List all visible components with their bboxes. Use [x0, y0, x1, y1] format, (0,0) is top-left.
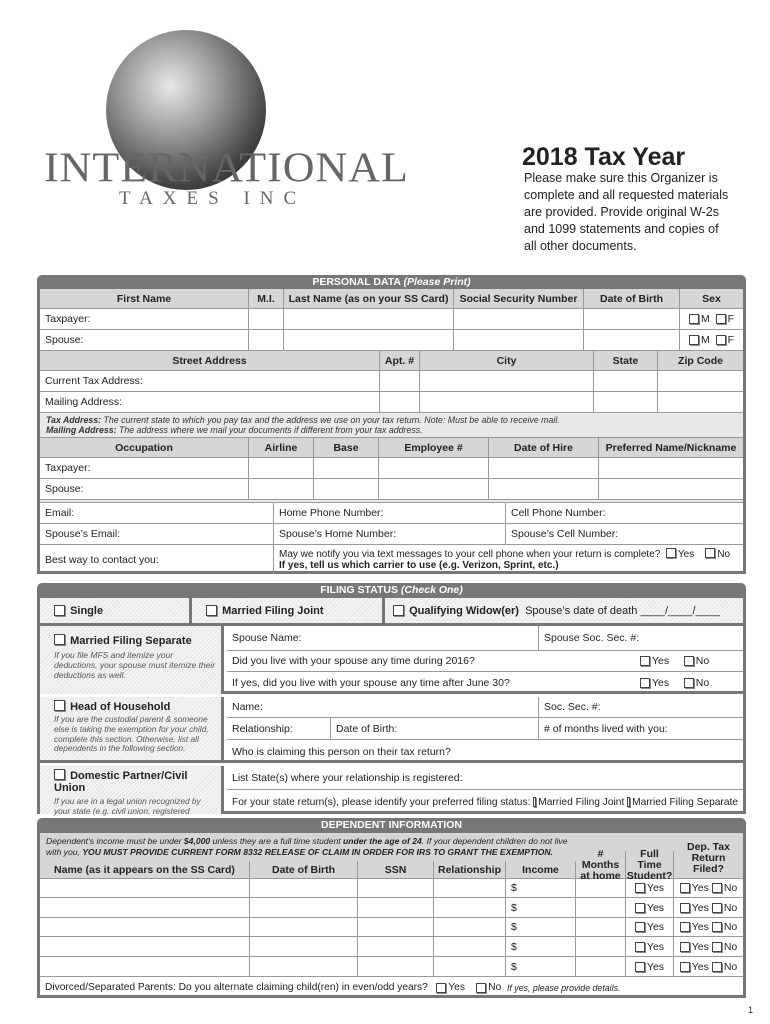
dep-tax-return-field[interactable]: [674, 879, 743, 897]
mailing-address-row[interactable]: [40, 392, 743, 413]
page-number: 1: [748, 1005, 754, 1015]
dep-dob-field[interactable]: [250, 957, 358, 976]
employee-field[interactable]: [379, 458, 489, 478]
dep-student-field[interactable]: [626, 937, 674, 956]
dp-pref-row[interactable]: [227, 790, 743, 814]
no-label: No: [488, 982, 502, 993]
col-last-name: Last Name (as on your SS Card): [284, 289, 454, 308]
col-apt: Apt. #: [380, 351, 420, 370]
spouse-home-phone-field[interactable]: Spouse’s Home Number:: [274, 524, 506, 544]
col-occupation: Occupation: [40, 438, 249, 457]
live-2016-answers[interactable]: Yes No: [635, 651, 743, 671]
checkbox-icon[interactable]: [705, 548, 715, 558]
checkbox-icon[interactable]: [684, 678, 694, 688]
mailing-address-label: Mailing Address:: [40, 392, 380, 412]
dep-ssn-field[interactable]: [358, 879, 434, 897]
dep-name-field[interactable]: [40, 898, 250, 917]
checkbox-icon[interactable]: [666, 548, 676, 558]
dependent-row[interactable]: [40, 879, 743, 898]
checkbox-icon[interactable]: [712, 903, 722, 913]
dp-pref-question: For your state return(s), please identify your preferred filing status:: [232, 796, 531, 808]
spouse-mi-field[interactable]: [249, 330, 284, 350]
col-sex: Sex: [680, 289, 743, 308]
tax-address-note: Tax Address: The current state to which you pay tax and the address we use on your tax return. Note: Must be able to receive mail.: [46, 415, 560, 425]
checkbox-icon[interactable]: [533, 797, 536, 807]
yes-label: Yes: [691, 882, 709, 894]
text-notify-cell: [274, 545, 743, 574]
taxpayer-last-name-field[interactable]: [284, 309, 454, 329]
pref-mfs-label: Married Filing Separate: [632, 796, 738, 808]
qw-option[interactable]: Qualifying Widow(er) Spouse’s date of death ____/____/____: [385, 598, 743, 623]
divorced-question: Divorced/Separated Parents: Do you alternate claiming child(ren) in even/odd years?: [45, 982, 428, 993]
yes-label: Yes: [448, 982, 465, 993]
intro-text: Please make sure this Organizer is complete and all requested materials are provided. Provide original W-2s and 1099 statements and copies of all other documents.: [524, 171, 729, 253]
dollar-sign: $: [511, 921, 517, 933]
yes-label: Yes: [646, 960, 665, 973]
dependents-header: [40, 833, 743, 882]
hoh-claiming-row[interactable]: [227, 740, 743, 763]
airline-field[interactable]: [249, 479, 314, 499]
checkbox-icon[interactable]: [635, 922, 645, 932]
address-notes: [40, 413, 743, 438]
hoh-name-row[interactable]: [227, 697, 743, 718]
yes-label: Yes: [646, 901, 665, 914]
dep-income-field[interactable]: [506, 957, 576, 976]
dp-states-field[interactable]: List State(s) where your relationship is registered:: [232, 771, 463, 784]
dep-months-field[interactable]: [576, 957, 626, 976]
dollar-sign: $: [511, 901, 517, 914]
mfs-spouse-name-field[interactable]: Spouse Name:: [227, 626, 539, 650]
col-date-of-hire: Date of Hire: [489, 438, 599, 457]
dep-ssn-field[interactable]: [358, 898, 434, 917]
checkbox-icon[interactable]: [712, 962, 722, 972]
dependent-row[interactable]: [40, 918, 743, 937]
col-ssn: Social Security Number: [454, 289, 584, 308]
sex-m-label: M: [700, 313, 710, 325]
brand-subtitle: TAXES INC: [119, 188, 307, 209]
state-field[interactable]: [594, 371, 658, 391]
spouse-dob-field[interactable]: [584, 330, 680, 350]
dep-dob-field[interactable]: [250, 898, 358, 917]
yes-label: Yes: [677, 549, 695, 560]
dep-relationship-field[interactable]: [434, 918, 506, 936]
dep-name-field[interactable]: [40, 879, 250, 897]
dep-months-field[interactable]: [576, 879, 626, 897]
dep-income-field[interactable]: [506, 918, 576, 936]
col-dep-tax-return: Dep. Tax Return Filed?: [687, 840, 730, 875]
no-label: No: [717, 549, 731, 560]
no-label: No: [723, 960, 738, 973]
checkbox-icon[interactable]: [689, 314, 699, 324]
spouse-contact-row[interactable]: [40, 524, 743, 545]
address-header-row: [40, 351, 743, 371]
live-june-answers[interactable]: Yes No: [635, 672, 743, 694]
hoh-option[interactable]: Head of Household: [54, 700, 170, 713]
text-notify-question: May we notify you via text messages to your cell phone when your return is complete?: [279, 549, 661, 560]
dep-months-field[interactable]: [576, 937, 626, 956]
checkbox-icon[interactable]: [627, 797, 630, 807]
col-dep-dob: Date of Birth: [250, 861, 358, 879]
apt-field[interactable]: [380, 371, 420, 391]
checkbox-icon[interactable]: [712, 922, 722, 932]
mfj-option[interactable]: Married Filing Joint: [192, 598, 385, 623]
spouse-last-name-field[interactable]: [284, 330, 454, 350]
no-label: No: [723, 882, 738, 894]
hoh-ssn-field[interactable]: Soc. Sec. #:: [544, 701, 601, 713]
dep-dob-field[interactable]: [250, 918, 358, 936]
checkbox-icon[interactable]: [635, 942, 645, 952]
email-row[interactable]: [40, 503, 743, 524]
dep-name-field[interactable]: [40, 957, 250, 976]
dp-note: If you are in a legal union recognized by your state (e.g. civil union, registered: [54, 796, 201, 816]
dep-tax-return-field[interactable]: [674, 918, 743, 936]
mfs-spouse-ssn-field[interactable]: Spouse Soc. Sec. #:: [544, 632, 640, 644]
checkbox-icon[interactable]: [54, 769, 65, 780]
col-street: Street Address: [40, 351, 380, 370]
contact-pref-row[interactable]: [40, 545, 743, 574]
pref-mfj-label: Married Filing Joint: [538, 796, 625, 808]
dep-income-field[interactable]: [506, 898, 576, 917]
col-dep-student: Full Time Student?: [626, 847, 673, 882]
checkbox-icon[interactable]: [476, 983, 486, 993]
dep-income-field[interactable]: [506, 879, 576, 897]
qw-death-date[interactable]: Spouse’s date of death ____/____/____: [525, 604, 721, 617]
occupation-spouse-row[interactable]: [40, 479, 743, 500]
taxpayer-dob-field[interactable]: [584, 309, 680, 329]
single-option[interactable]: Single: [40, 598, 192, 623]
col-dep-months: # Months at home: [576, 851, 626, 879]
personal-section-title: PERSONAL DATA (Please Print): [37, 275, 746, 289]
best-way-field[interactable]: Best way to contact you:: [40, 545, 274, 574]
spouse-label: Spouse:: [40, 330, 249, 350]
dep-ssn-field[interactable]: [358, 957, 434, 976]
dep-tax-return-field[interactable]: [674, 898, 743, 917]
hoh-label-cell: [40, 697, 224, 760]
no-label: No: [723, 940, 738, 953]
hoh-months-field[interactable]: # of months lived with you:: [544, 722, 668, 735]
dependent-row[interactable]: [40, 898, 743, 918]
live-june-question: If yes, did you live with your spouse any time after June 30?: [232, 677, 510, 689]
dep-relationship-field[interactable]: [434, 937, 506, 956]
spouse-sex-field[interactable]: [680, 330, 743, 350]
spouse-email-field[interactable]: Spouse’s Email:: [40, 524, 274, 544]
checkbox-icon[interactable]: [640, 678, 650, 688]
dep-ssn-field[interactable]: [358, 937, 434, 956]
dep-student-field[interactable]: [626, 898, 674, 917]
dep-student-field[interactable]: [626, 957, 674, 976]
date-of-hire-field[interactable]: [489, 458, 599, 478]
spouse-cell-phone-field[interactable]: Spouse’s Cell Number:: [511, 528, 619, 540]
employee-field[interactable]: [379, 479, 489, 499]
col-mi: M.I.: [249, 289, 284, 308]
spouse-name-row[interactable]: [227, 626, 743, 651]
checkbox-icon[interactable]: [680, 883, 690, 893]
dollar-sign: $: [511, 960, 517, 973]
taxpayer-label: Taxpayer:: [40, 309, 249, 329]
dep-name-field[interactable]: [40, 937, 250, 956]
yes-label: Yes: [646, 921, 665, 933]
live-2016-row[interactable]: [227, 651, 743, 672]
checkbox-icon[interactable]: [689, 335, 699, 345]
yes-label: Yes: [646, 940, 665, 953]
checkbox-icon[interactable]: [640, 656, 650, 666]
col-airline: Airline: [249, 438, 314, 457]
dp-option[interactable]: Domestic Partner/Civil Union: [54, 770, 188, 794]
dependents-section-title: DEPENDENT INFORMATION: [37, 818, 746, 833]
zip-field[interactable]: [658, 371, 743, 391]
sex-m-label: M: [700, 334, 710, 346]
apt-field[interactable]: [380, 392, 420, 412]
occ-taxpayer-label: Taxpayer:: [40, 458, 249, 478]
checkbox-icon[interactable]: [716, 314, 726, 324]
dep-ssn-field[interactable]: [358, 918, 434, 936]
checkbox-icon[interactable]: [680, 922, 690, 932]
dep-relationship-field[interactable]: [434, 957, 506, 976]
checkbox-icon[interactable]: [635, 883, 645, 893]
dep-student-field[interactable]: [626, 918, 674, 936]
mfs-label-cell: [40, 626, 224, 694]
dp-states-row[interactable]: [227, 766, 743, 790]
dp-pref-cell: [227, 790, 743, 814]
checkbox-icon[interactable]: [680, 962, 690, 972]
mfs-option[interactable]: Married Filing Separate: [54, 634, 192, 647]
taxpayer-sex-field[interactable]: [680, 309, 743, 329]
col-first-name: First Name: [40, 289, 249, 308]
checkbox-icon[interactable]: [54, 605, 65, 616]
checkbox-icon[interactable]: [680, 903, 690, 913]
filing-options-row[interactable]: [40, 598, 743, 626]
checkbox-icon[interactable]: [716, 335, 726, 345]
filing-section-title: FILING STATUS (Check One): [37, 583, 746, 598]
col-state: State: [594, 351, 658, 370]
dep-tax-return-field[interactable]: [674, 957, 743, 976]
col-dep-income: Income: [506, 861, 576, 879]
page-title: 2018 Tax Year: [522, 143, 686, 171]
hoh-relationship-field[interactable]: Relationship:: [227, 718, 331, 739]
checkbox-icon[interactable]: [635, 962, 645, 972]
base-field[interactable]: [314, 479, 379, 499]
city-field[interactable]: [420, 371, 594, 391]
checkbox-icon[interactable]: [206, 605, 217, 616]
col-dep-relationship: Relationship: [434, 861, 506, 879]
zip-field[interactable]: [658, 392, 743, 412]
divorced-note: If yes, please provide details.: [506, 982, 621, 993]
dep-dob-field[interactable]: [250, 937, 358, 956]
dollar-sign: $: [511, 940, 517, 953]
base-field[interactable]: [314, 458, 379, 478]
yes-label: Yes: [691, 901, 709, 914]
sex-f-label: F: [727, 313, 734, 325]
dollar-sign: $: [511, 882, 517, 894]
occupation-header-row: [40, 438, 743, 458]
taxpayer-ssn-field[interactable]: [454, 309, 584, 329]
dep-name-field[interactable]: [40, 918, 250, 936]
dependent-row[interactable]: [40, 937, 743, 957]
dependents-note: Dependent’s income must be under $4,000 unless they are a full time student under the age of 24. If your dependent children do not live with you, YOU MUST PROVIDE CURRENT FORM 8332 RELEASE OF CLAIM IN ORDER FOR IRS TO GRANT THE EXEMPTION.: [46, 836, 568, 857]
brand-name: INTERNATIONAL: [44, 144, 409, 191]
cell-phone-field[interactable]: Cell Phone Number:: [511, 507, 606, 519]
taxpayer-mi-field[interactable]: [249, 309, 284, 329]
date-of-hire-field[interactable]: [489, 479, 599, 499]
dep-income-field[interactable]: [506, 937, 576, 956]
airline-field[interactable]: [249, 458, 314, 478]
spouse-row[interactable]: [40, 330, 743, 351]
home-phone-field[interactable]: Home Phone Number:: [274, 503, 506, 523]
dep-relationship-field[interactable]: [434, 879, 506, 897]
dep-months-field[interactable]: [576, 918, 626, 936]
hoh-dob-field[interactable]: Date of Birth:: [331, 718, 539, 739]
col-city: City: [420, 351, 594, 370]
col-employee: Employee #: [379, 438, 489, 457]
spouse-ssn-field[interactable]: [454, 330, 584, 350]
current-address-label: Current Tax Address:: [40, 371, 380, 391]
col-preferred-name: Preferred Name/Nickname: [599, 438, 743, 457]
checkbox-icon[interactable]: [393, 605, 404, 616]
state-field[interactable]: [594, 392, 658, 412]
hoh-name-field[interactable]: Name:: [227, 697, 539, 717]
sex-f-label: F: [727, 334, 734, 346]
taxpayer-row[interactable]: [40, 309, 743, 330]
checkbox-icon[interactable]: [712, 942, 722, 952]
dep-months-field[interactable]: [576, 898, 626, 917]
dep-relationship-field[interactable]: [434, 898, 506, 917]
col-zip: Zip Code: [658, 351, 743, 370]
checkbox-icon[interactable]: [680, 942, 690, 952]
col-dob: Date of Birth: [584, 289, 680, 308]
current-address-row[interactable]: [40, 371, 743, 392]
city-field[interactable]: [420, 392, 594, 412]
col-base: Base: [314, 438, 379, 457]
checkbox-icon[interactable]: [712, 883, 722, 893]
col-dep-ssn: SSN: [358, 861, 434, 879]
dependent-row[interactable]: [40, 957, 743, 977]
live-2016-question: Did you live with your spouse any time during 2016?: [232, 655, 475, 667]
company-logo: [44, 30, 409, 210]
checkbox-icon[interactable]: [54, 634, 65, 645]
dep-student-field[interactable]: [626, 879, 674, 897]
occ-spouse-label: Spouse:: [40, 479, 249, 499]
personal-header-row: [40, 289, 743, 309]
email-field[interactable]: Email:: [40, 503, 274, 523]
mailing-address-note: Mailing Address: The address where we mail your documents if different from your tax address.: [46, 425, 423, 435]
live-june-row[interactable]: [227, 672, 743, 694]
yes-label: Yes: [691, 921, 709, 933]
dep-dob-field[interactable]: [250, 879, 358, 897]
yes-label: Yes: [691, 940, 709, 953]
checkbox-icon[interactable]: [684, 656, 694, 666]
col-dep-name: Name (as it appears on the SS Card): [40, 861, 250, 879]
dp-label-cell: [40, 766, 224, 814]
checkbox-icon[interactable]: [635, 903, 645, 913]
hoh-claiming-field[interactable]: Who is claiming this person on their tax return?: [232, 745, 451, 758]
yes-label: Yes: [646, 882, 665, 894]
occupation-taxpayer-row[interactable]: [40, 458, 743, 479]
no-label: No: [723, 921, 738, 933]
no-label: No: [723, 901, 738, 914]
checkbox-icon[interactable]: [436, 983, 446, 993]
hoh-note: If you are the custodial parent & someone else is taking the exemption for your child, complete this section. Otherwise, list all dependents in the following section.: [54, 714, 209, 754]
preferred-name-field[interactable]: [599, 458, 743, 478]
dep-tax-return-field[interactable]: [674, 937, 743, 956]
mfs-note: If you file MFS and itemize your deductions, your spouse must itemize their deductions as well.: [54, 650, 216, 680]
carrier-question: If yes, tell us which carrier to use (e.g. Verizon, Sprint, etc.): [279, 560, 559, 571]
divorced-cell: [40, 977, 743, 998]
divorced-row[interactable]: [40, 977, 743, 998]
hoh-relationship-row[interactable]: [227, 718, 743, 740]
yes-label: Yes: [691, 960, 709, 973]
globe-icon: [106, 30, 266, 150]
preferred-name-field[interactable]: [599, 479, 743, 499]
checkbox-icon[interactable]: [54, 700, 65, 711]
